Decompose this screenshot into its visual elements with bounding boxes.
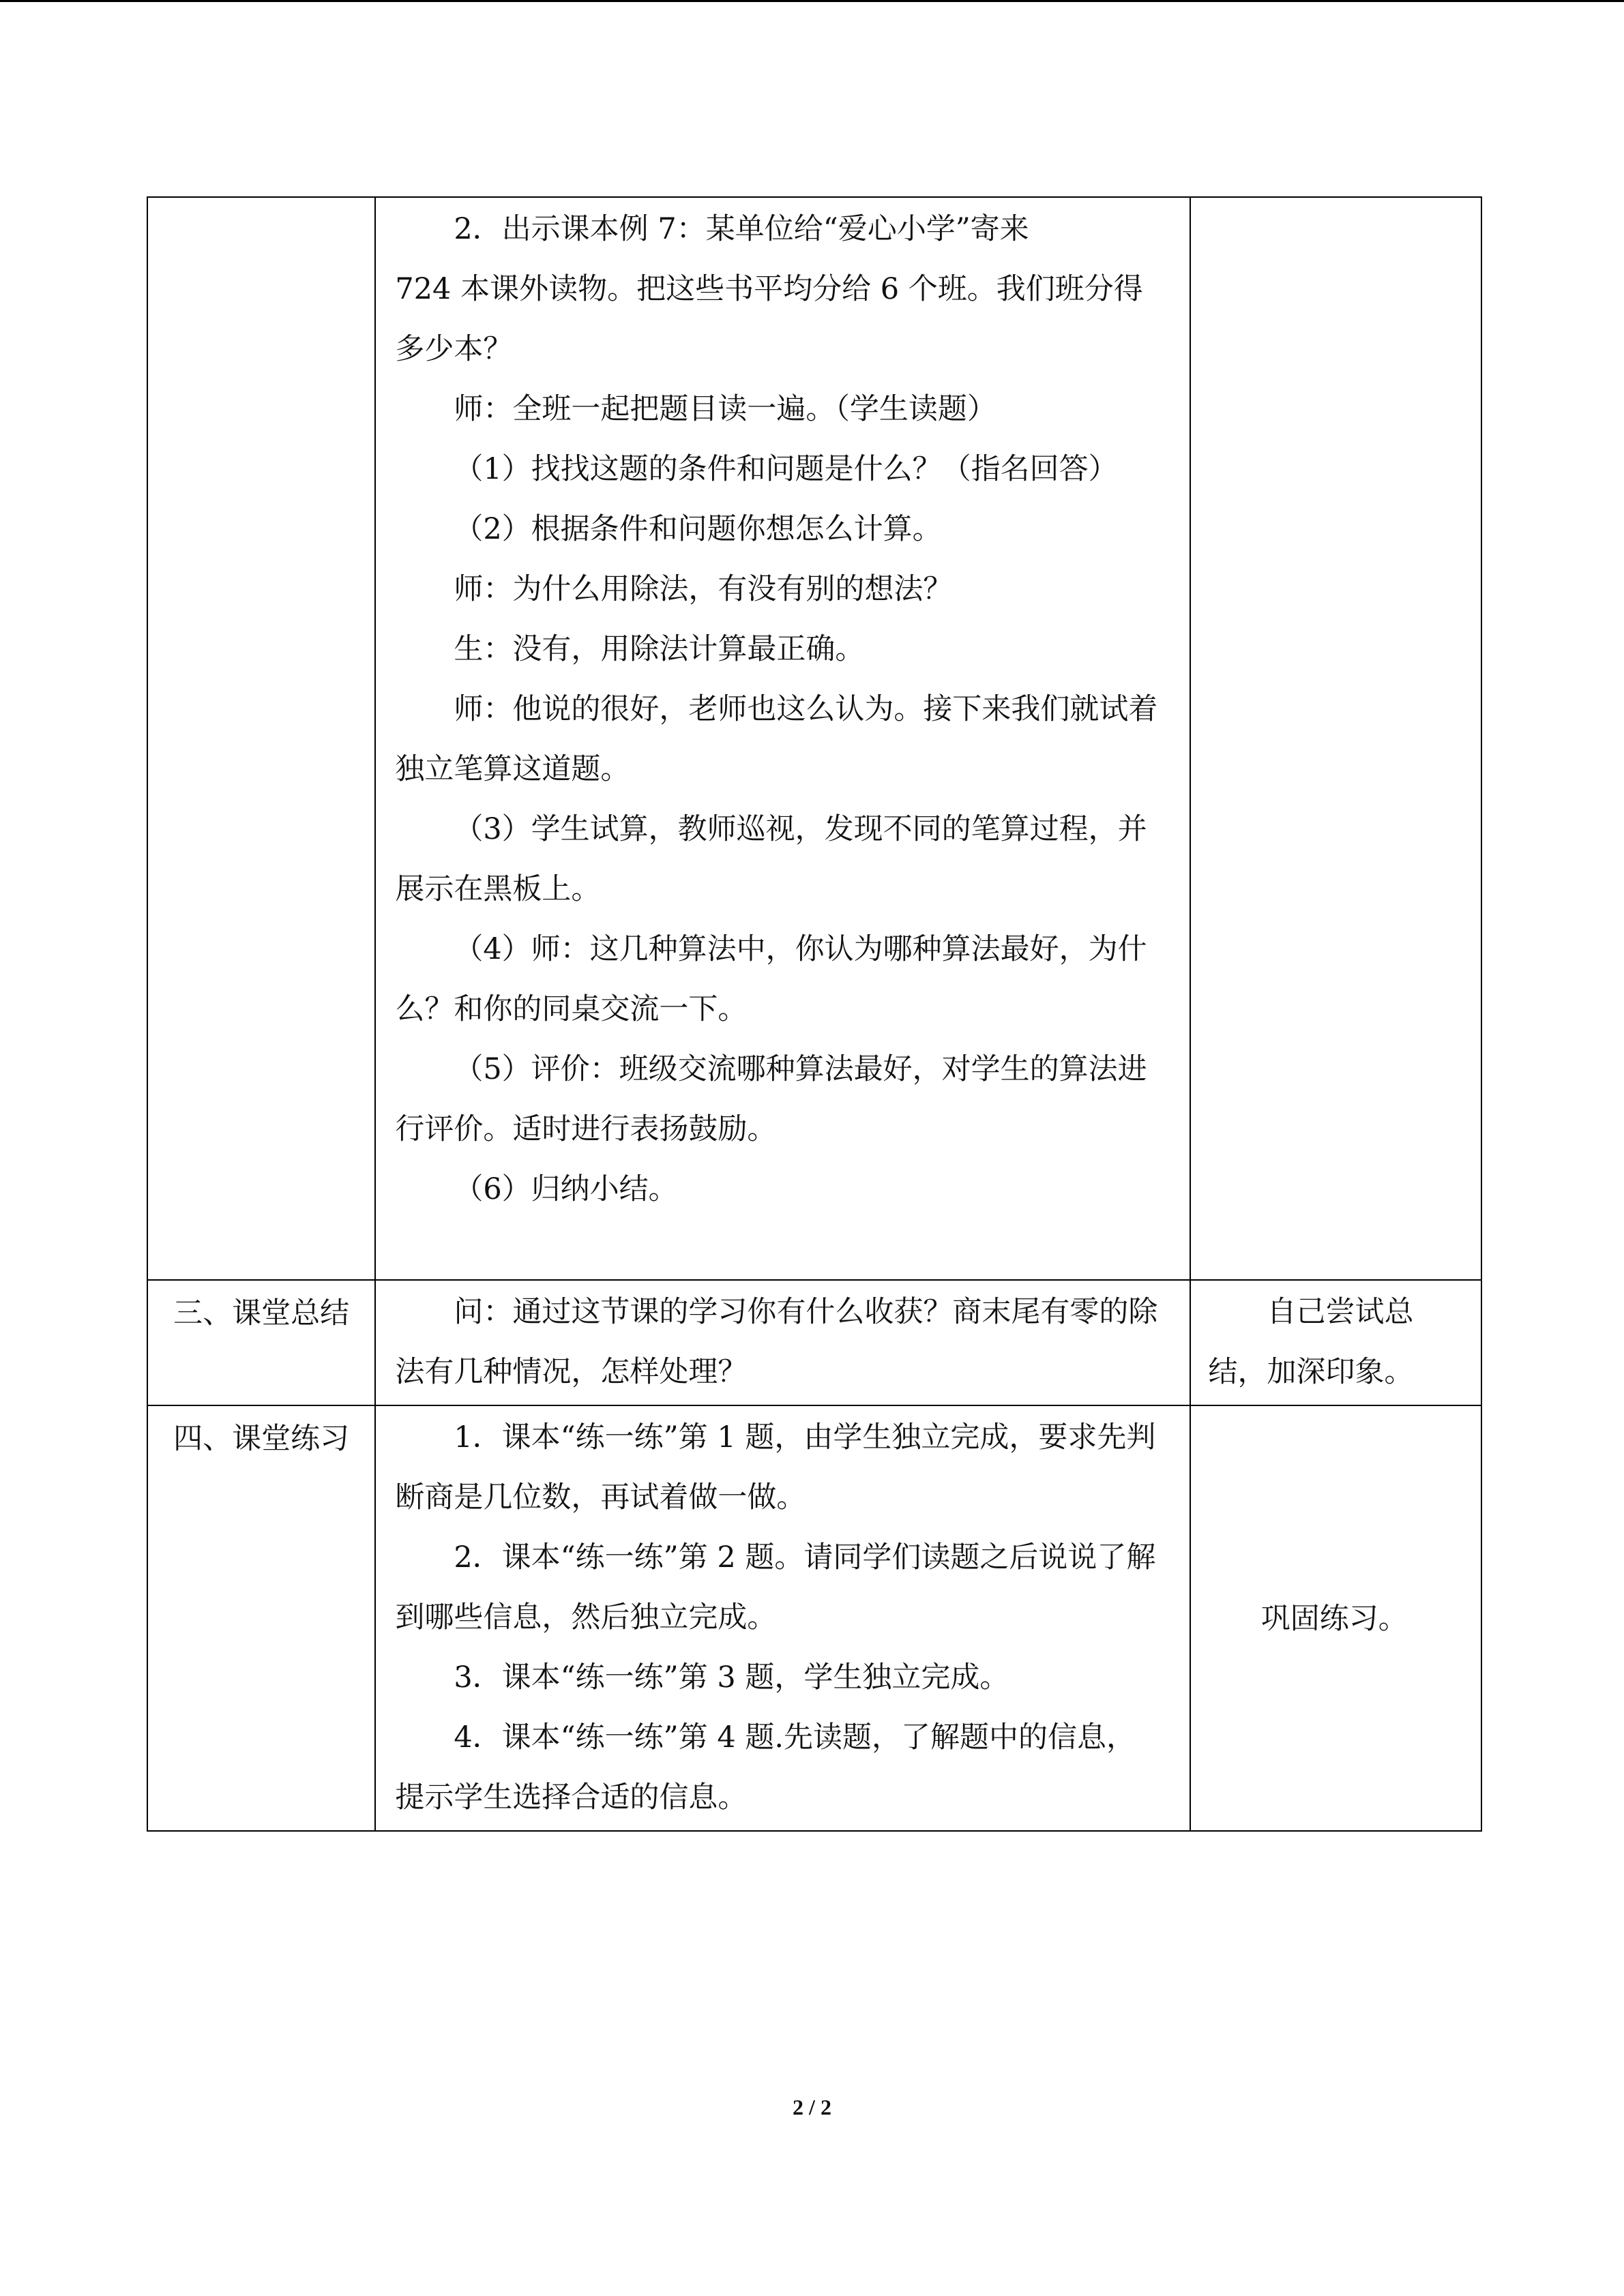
activity-paragraph: 师：为什么用除法，有没有别的想法？ bbox=[454, 572, 953, 606]
activity-paragraph: 2．课本“练一练”第 2 题。请同学们读题之后说说了解到哪些信息，然后独立完成。 bbox=[395, 1540, 1156, 1635]
lesson-plan-table bbox=[147, 196, 1482, 1832]
activity-paragraph: 生：没有，用除法计算最正确。 bbox=[454, 632, 865, 666]
page-top-border bbox=[0, 0, 1624, 2]
activity-paragraph: （4）师：这几种算法中，你认为哪种算法最好，为什么？和你的同桌交流一下。 bbox=[395, 932, 1147, 1026]
activity-cell bbox=[375, 1280, 1190, 1405]
intent-text: 自己尝试总结，加深印象。 bbox=[1208, 1295, 1414, 1389]
activity-paragraph: （5）评价：班级交流哪种算法最好，对学生的算法进行评价。适时进行表扬鼓励。 bbox=[395, 1052, 1147, 1146]
activity-paragraph: （1）找找这题的条件和问题是什么？（指名回答） bbox=[454, 452, 1118, 486]
activity-paragraph: （6）归纳小结。 bbox=[454, 1172, 678, 1206]
table-row bbox=[147, 1280, 1481, 1405]
intent-cell: 巩固练习。 bbox=[1190, 1405, 1481, 1831]
stage-cell-summary: 三、课堂总结 bbox=[147, 1280, 375, 1405]
activity-paragraph: （3）学生试算，教师巡视，发现不同的笔算过程，并展示在黑板上。 bbox=[395, 812, 1147, 906]
activity-cell bbox=[375, 1405, 1190, 1831]
activity-paragraph: 师：全班一起把题目读一遍。（学生读题） bbox=[454, 392, 996, 426]
table-row bbox=[147, 197, 1481, 1280]
table-row bbox=[147, 1405, 1481, 1831]
activity-paragraph: （2）根据条件和问题你想怎么计算。 bbox=[454, 512, 942, 546]
activity-cell bbox=[375, 197, 1190, 1280]
activity-paragraph: 3．课本“练一练”第 3 题，学生独立完成。 bbox=[454, 1660, 1009, 1695]
activity-paragraph: 2．出示课本例 7：某单位给“爱心小学”寄来 bbox=[454, 212, 1029, 246]
activity-paragraph: 4．课本“练一练”第 4 题.先读题，了解题中的信息，提示学生选择合适的信息。 bbox=[395, 1720, 1136, 1815]
activity-paragraph: 1．课本“练一练”第 1 题，由学生独立完成，要求先判断商是几位数，再试着做一做。 bbox=[395, 1420, 1156, 1515]
intent-cell bbox=[1190, 197, 1481, 1280]
activity-paragraph: 师：他说的很好，老师也这么认为。接下来我们就试着独立笔算这道题。 bbox=[395, 692, 1158, 786]
stage-cell-practice: 四、课堂练习 bbox=[147, 1405, 375, 1831]
stage-cell bbox=[147, 197, 375, 1280]
activity-paragraph: 724 本课外读物。把这些书平均分给 6 个班。我们班分得多少本？ bbox=[395, 272, 1143, 366]
page-number: 2 / 2 bbox=[793, 2095, 831, 2119]
intent-cell bbox=[1190, 1280, 1481, 1405]
activity-paragraph: 问：通过这节课的学习你有什么收获？商末尾有零的除法有几种情况，怎样处理？ bbox=[395, 1295, 1158, 1389]
